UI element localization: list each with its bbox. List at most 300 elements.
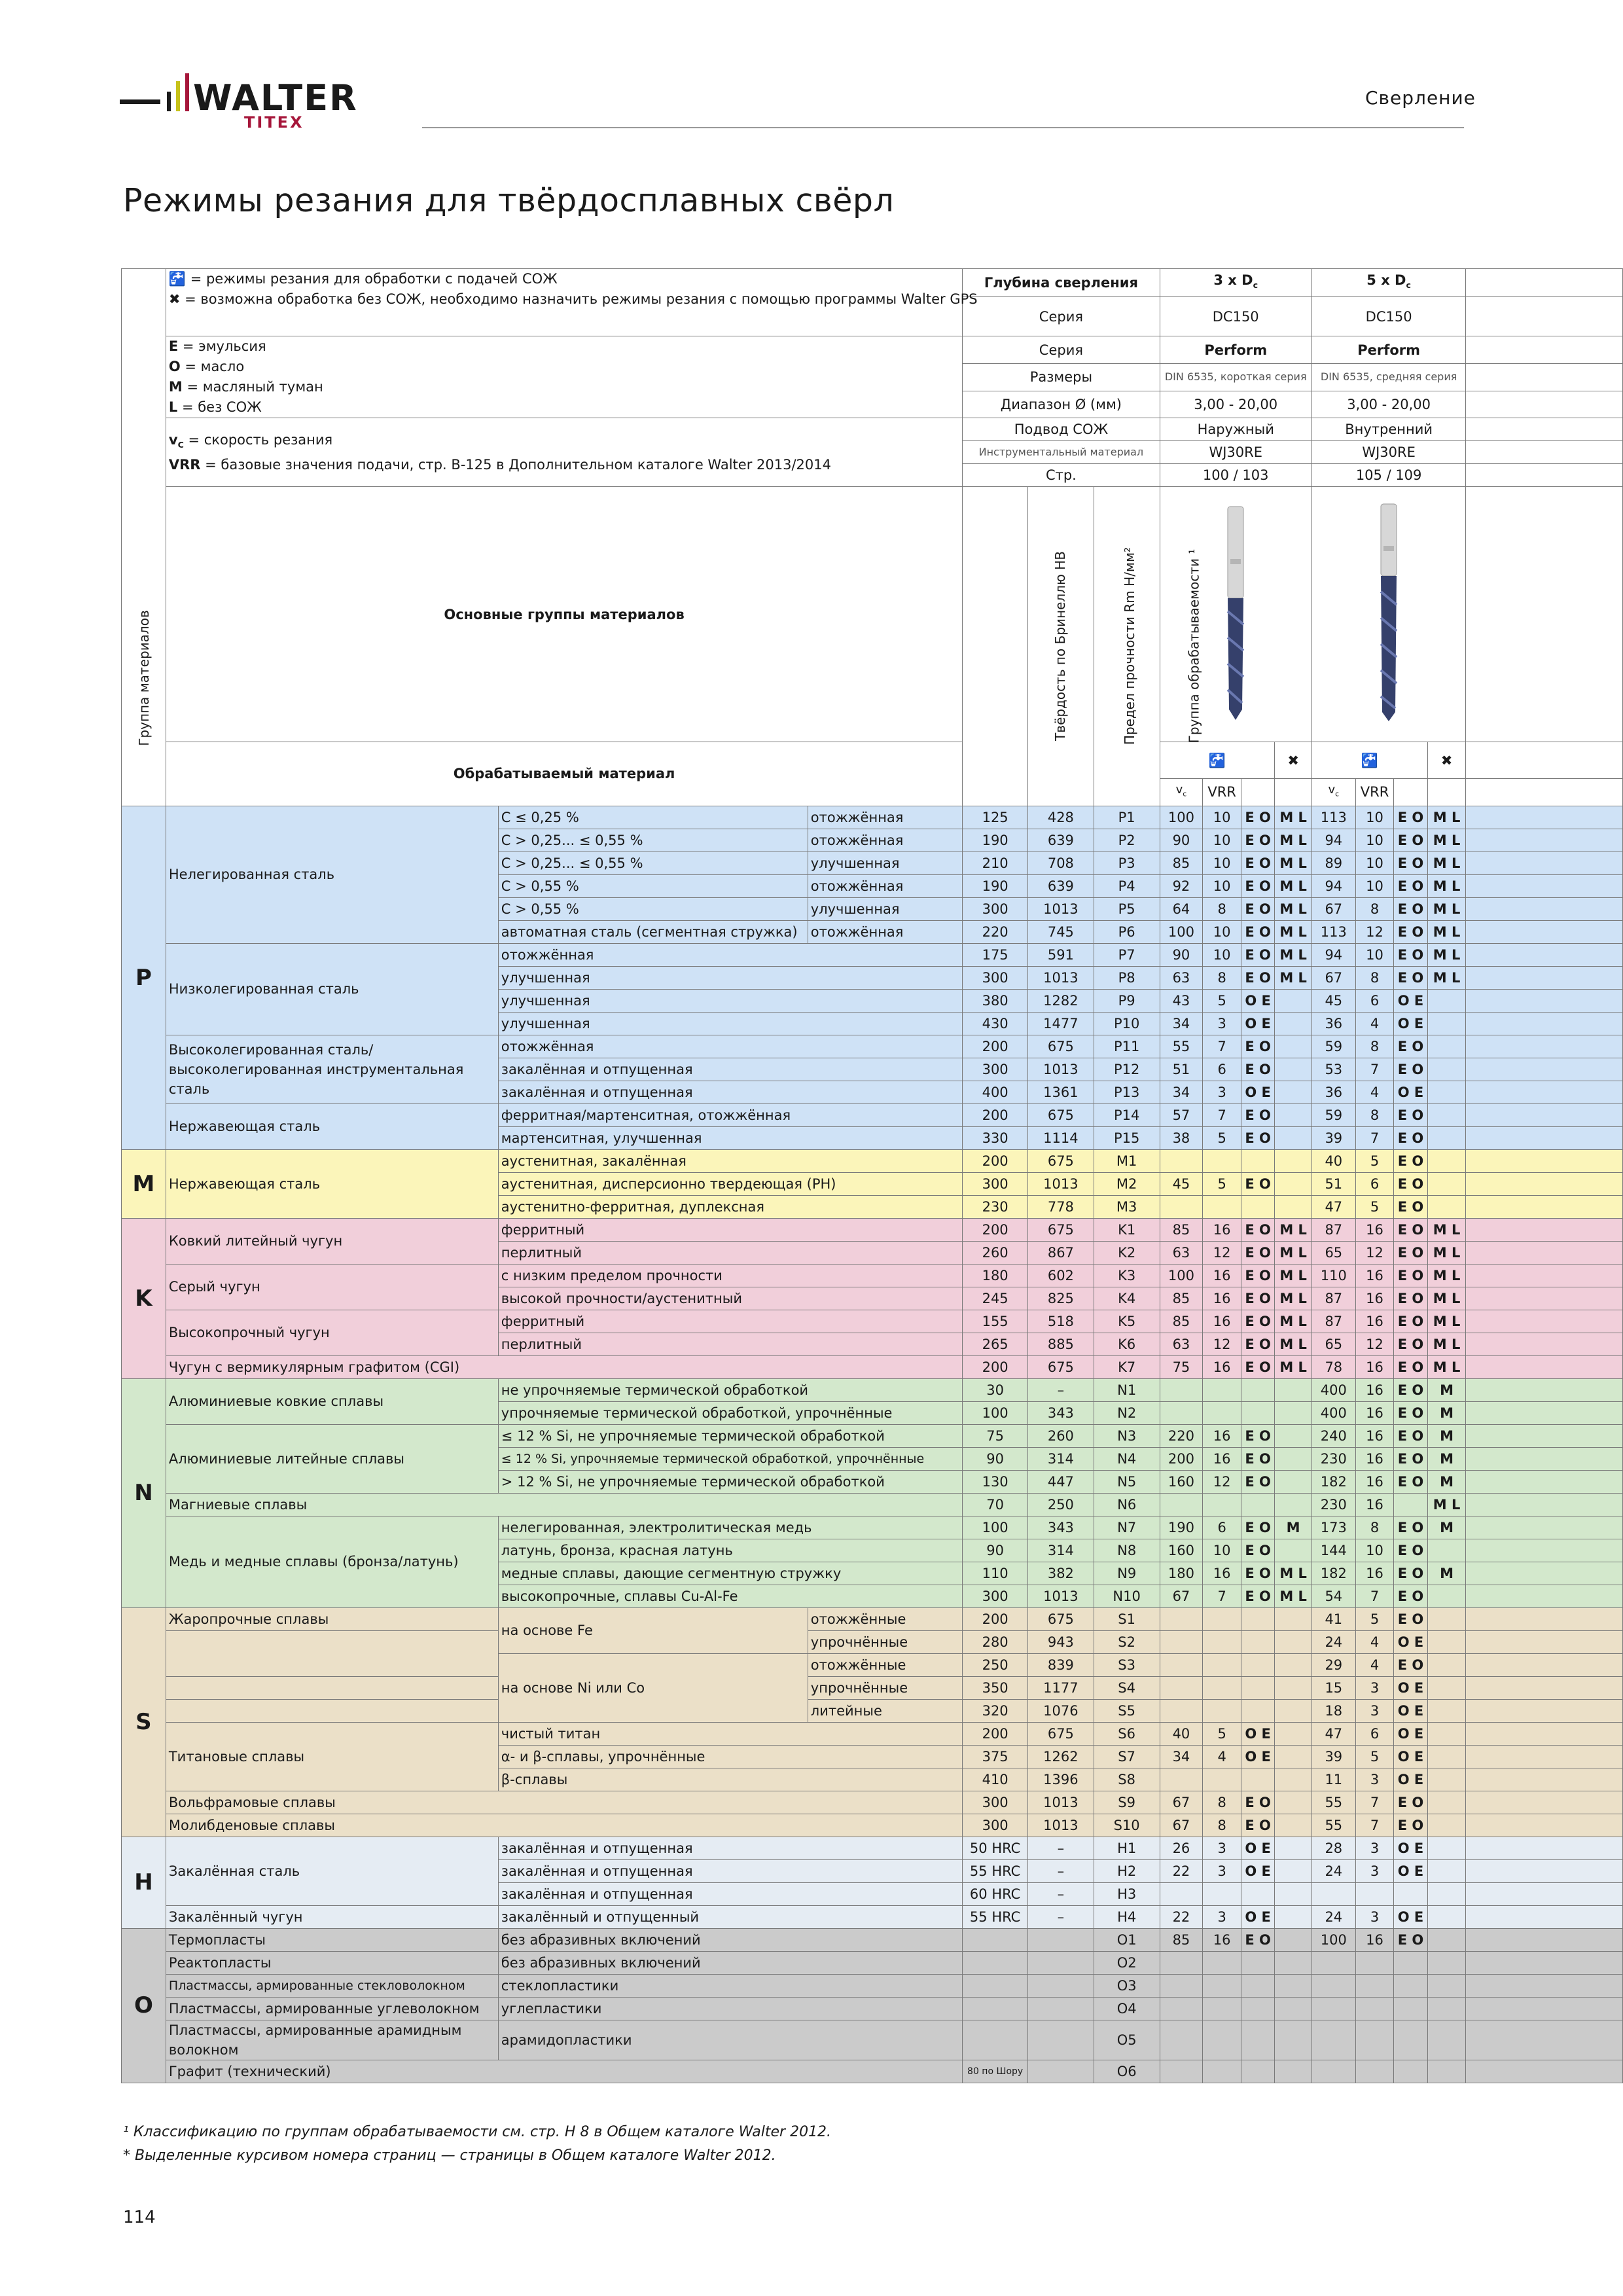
tensile-rm: 1013	[1028, 1172, 1094, 1195]
hardness-hb: 260	[963, 1241, 1028, 1264]
dry-media-3xd: M L	[1275, 943, 1312, 966]
coolant-media-5xd	[1394, 2020, 1427, 2060]
dry-media-5xd: M L	[1427, 852, 1466, 874]
tensile-rm: –	[1028, 1837, 1094, 1859]
dry-media-3xd	[1275, 1814, 1312, 1837]
coolant-media-5xd: O E	[1394, 1745, 1427, 1768]
spare-col	[1466, 1653, 1623, 1676]
machinability-group: K5	[1094, 1310, 1160, 1333]
coolant-media-3xd: E O	[1241, 1814, 1274, 1837]
coolant-media-3xd	[1241, 1699, 1274, 1722]
dry-media-5xd	[1427, 1126, 1466, 1149]
vc-3xd: 22	[1160, 1859, 1203, 1882]
tensile-rm	[1028, 1997, 1094, 2020]
depth-col1: 3 x $D_c$	[1160, 269, 1311, 297]
coolant-media-5xd: E O	[1394, 1539, 1427, 1562]
vrr-3xd: 16	[1203, 1264, 1241, 1287]
dry-media-5xd: M L	[1427, 1287, 1466, 1310]
dry-media-3xd	[1275, 989, 1312, 1012]
hardness-hb	[963, 1951, 1028, 1974]
tensile-rm: 1282	[1028, 989, 1094, 1012]
machinability-group: P12	[1094, 1058, 1160, 1081]
legend-m: = масляный туман	[187, 379, 323, 395]
spare-col	[1466, 1745, 1623, 1768]
coolant-header-5xd	[1311, 742, 1427, 779]
vrr-3xd: 16	[1203, 1355, 1241, 1378]
coolant-media-3xd	[1241, 1653, 1274, 1676]
coolant-media-5xd	[1394, 1974, 1427, 1997]
tensile-rm: 518	[1028, 1310, 1094, 1333]
hardness-hb: 70	[963, 1493, 1028, 1516]
material-subtype: отожжённые	[808, 1653, 962, 1676]
tensile-rm	[1028, 1928, 1094, 1951]
hardness-hb: 55 HRC	[963, 1859, 1028, 1882]
hardness-hb: 130	[963, 1470, 1028, 1493]
vc-3xd	[1160, 1653, 1203, 1676]
spare-col	[1466, 1607, 1623, 1630]
vrr-3xd: 3	[1203, 1837, 1241, 1859]
vrr-header-3xd: VRR	[1203, 779, 1241, 806]
spare-col	[1466, 920, 1623, 943]
coolant-media-3xd	[1241, 1951, 1274, 1974]
vrr-3xd: 8	[1203, 897, 1241, 920]
machinability-group: O5	[1094, 2020, 1160, 2060]
spare-col	[1466, 441, 1623, 464]
coolant-media-5xd: E O	[1394, 1195, 1427, 1218]
dry-media-5xd	[1427, 1676, 1466, 1699]
no-coolant-header-5xd	[1427, 742, 1466, 779]
vrr-5xd: 16	[1355, 1401, 1394, 1424]
coolant-media-5xd: O E	[1394, 1905, 1427, 1928]
material-condition: ≤ 12 % Si, упрочняемые термической обработкой, упрочнённые	[498, 1447, 962, 1470]
material-condition: с низким пределом прочности	[498, 1264, 962, 1287]
dry-media-3xd: M L	[1275, 1585, 1312, 1607]
material-header: Обрабатываемый материал	[166, 742, 962, 806]
vrr-5xd	[1355, 1951, 1394, 1974]
table-row	[122, 2060, 1623, 2083]
coolant-media-5xd	[1394, 1997, 1427, 2020]
dry-media-5xd	[1427, 1745, 1466, 1768]
legend-coolant-optional: = возможна обработка без СОЖ, необходимо назначить режимы резания с помощью программы Walter GPS	[185, 291, 978, 307]
material-group-letter: H	[122, 1837, 166, 1928]
tensile-rm: 1013	[1028, 897, 1094, 920]
material-condition: β-сплавы	[498, 1768, 962, 1791]
spare-col	[1466, 1974, 1623, 1997]
tensile-rm: 675	[1028, 1218, 1094, 1241]
coolant-media-5xd: E O	[1394, 1791, 1427, 1814]
vc-5xd: 94	[1311, 829, 1355, 852]
machinability-group: N5	[1094, 1470, 1160, 1493]
hardness-hb	[963, 1974, 1028, 1997]
coolant-media-5xd: E O	[1394, 1378, 1427, 1401]
coolant-media-5xd: E O	[1394, 1103, 1427, 1126]
dry-media-5xd	[1427, 2020, 1466, 2060]
coolant-media-3xd: O E	[1241, 1837, 1274, 1859]
coolant-media-3xd: E O	[1241, 806, 1274, 829]
machinability-group: N10	[1094, 1585, 1160, 1607]
spec-line-label: Серия	[963, 336, 1160, 364]
coolant-media-5xd: O E	[1394, 1859, 1427, 1882]
vrr-3xd: 5	[1203, 1126, 1241, 1149]
dry-media-3xd	[1275, 1149, 1312, 1172]
dry-media-5xd	[1427, 1768, 1466, 1791]
table-row	[122, 1149, 1623, 1172]
vrr-5xd: 5	[1355, 1745, 1394, 1768]
vrr-5xd: 4	[1355, 1081, 1394, 1103]
coolant-media-3xd	[1241, 1997, 1274, 2020]
machinability-group: P2	[1094, 829, 1160, 852]
vrr-3xd: 7	[1203, 1585, 1241, 1607]
coolant-media-3xd: E O	[1241, 852, 1274, 874]
tensile-rm: 343	[1028, 1401, 1094, 1424]
material-condition: закалённая и отпущенная	[498, 1837, 962, 1859]
tensile-rm: 428	[1028, 806, 1094, 829]
material-condition: перлитный	[498, 1333, 962, 1355]
vrr-5xd: 3	[1355, 1699, 1394, 1722]
vc-5xd: 87	[1311, 1218, 1355, 1241]
material-condition: на основе Ni или Co	[498, 1653, 808, 1722]
machinability-group: O2	[1094, 1951, 1160, 1974]
spare-col	[1466, 1882, 1623, 1905]
coolant-media-3xd: O E	[1241, 1722, 1274, 1745]
vrr-5xd: 4	[1355, 1653, 1394, 1676]
material-name: Титановые сплавы	[166, 1722, 498, 1791]
machinability-group: S3	[1094, 1653, 1160, 1676]
vc-3xd: 160	[1160, 1539, 1203, 1562]
dry-media-5xd	[1427, 1974, 1466, 1997]
vc-3xd: 85	[1160, 1928, 1203, 1951]
material-condition: перлитный	[498, 1241, 962, 1264]
vc-5xd: 24	[1311, 1905, 1355, 1928]
dry-media-5xd: M	[1427, 1424, 1466, 1447]
dry-media-5xd	[1427, 1607, 1466, 1630]
dry-media-3xd	[1275, 1997, 1312, 2020]
vrr-3xd: 3	[1203, 1012, 1241, 1035]
coolant-media-5xd: E O	[1394, 920, 1427, 943]
dry-media-3xd	[1275, 1195, 1312, 1218]
material-group-letter: N	[122, 1378, 166, 1607]
vc-3xd	[1160, 1493, 1203, 1516]
hardness-hb: 190	[963, 829, 1028, 852]
material-condition: α- и β-сплавы, упрочнённые	[498, 1745, 962, 1768]
spare-col	[1466, 2020, 1623, 2060]
vrr-3xd	[1203, 2020, 1241, 2060]
material-group-letter: S	[122, 1607, 166, 1837]
vc-3xd: 67	[1160, 1814, 1203, 1837]
coolant-media-5xd: E O	[1394, 1149, 1427, 1172]
vc-3xd: 85	[1160, 1218, 1203, 1241]
tensile-rm: 675	[1028, 1607, 1094, 1630]
vc-3xd: 75	[1160, 1355, 1203, 1378]
vc-5xd: 113	[1311, 920, 1355, 943]
coolant-media-5xd: E O	[1394, 1928, 1427, 1951]
vrr-3xd	[1203, 1149, 1241, 1172]
dry-media-3xd: M L	[1275, 1264, 1312, 1287]
vc-5xd: 67	[1311, 966, 1355, 989]
dry-media-5xd: M L	[1427, 1264, 1466, 1287]
vc-3xd: 85	[1160, 1310, 1203, 1333]
dry-media-5xd	[1427, 1837, 1466, 1859]
vc-5xd: 59	[1311, 1035, 1355, 1058]
spare-col	[1466, 1424, 1623, 1447]
dry-media-5xd: M	[1427, 1516, 1466, 1539]
table-row	[122, 1905, 1623, 1928]
spec-dim-a: DIN 6535, короткая серия	[1160, 363, 1311, 391]
dry-media-5xd	[1427, 989, 1466, 1012]
coolant-media-5xd: E O	[1394, 1264, 1427, 1287]
vc-3xd: 220	[1160, 1424, 1203, 1447]
spare-col	[1466, 1516, 1623, 1539]
vc-5xd: 110	[1311, 1264, 1355, 1287]
vc-5xd: 240	[1311, 1424, 1355, 1447]
dry-media-5xd: M L	[1427, 943, 1466, 966]
tensile-rm: 1013	[1028, 966, 1094, 989]
spec-range-b: 3,00 - 20,00	[1311, 391, 1465, 418]
legend-coolant-required: = режимы резания для обработки с подачей СОЖ	[190, 271, 558, 287]
depth-col2: 5 x $D_c$	[1311, 269, 1465, 297]
tensile-rm: 1076	[1028, 1699, 1094, 1722]
coolant-media-3xd: E O	[1241, 1241, 1274, 1264]
vc-5xd: 36	[1311, 1012, 1355, 1035]
vc-5xd: 28	[1311, 1837, 1355, 1859]
machinability-group: K3	[1094, 1264, 1160, 1287]
coolant-media-3xd	[1241, 1149, 1274, 1172]
vrr-3xd: 16	[1203, 1562, 1241, 1585]
tensile-rm: 591	[1028, 943, 1094, 966]
tensile-rm: 867	[1028, 1241, 1094, 1264]
footnote-2: * Выделенные курсивом номера страниц — страницы в Общем каталоге Walter 2012.	[123, 2147, 776, 2164]
dry-media-3xd	[1275, 1607, 1312, 1630]
vrr-3xd: 16	[1203, 1287, 1241, 1310]
coolant-media-3xd	[1241, 1882, 1274, 1905]
vc-5xd: 182	[1311, 1470, 1355, 1493]
dry-media-5xd: M L	[1427, 966, 1466, 989]
material-condition: > 12 % Si, не упрочняемые термической обработкой	[498, 1470, 962, 1493]
coolant-media-3xd	[1241, 1195, 1274, 1218]
vrr-3xd	[1203, 1493, 1241, 1516]
vrr-5xd: 6	[1355, 1722, 1394, 1745]
coolant-media-3xd: E O	[1241, 1447, 1274, 1470]
coolant-media-3xd: O E	[1241, 989, 1274, 1012]
material-name: Ковкий литейный чугун	[166, 1218, 498, 1264]
material-condition: закалённая и отпущенная	[498, 1081, 962, 1103]
dry-media-3xd	[1275, 2020, 1312, 2060]
spare-col	[1466, 874, 1623, 897]
spare-col	[1466, 1493, 1623, 1516]
mc-label: Группа обрабатываемости ¹	[1186, 549, 1202, 744]
spare-col	[1466, 1997, 1623, 2020]
coolant-media-5xd: E O	[1394, 806, 1427, 829]
material-name: Графит (технический)	[166, 2060, 962, 2083]
tensile-rm: 1361	[1028, 1081, 1094, 1103]
coolant-media-5xd	[1394, 1882, 1427, 1905]
dry-media-3xd	[1275, 1882, 1312, 1905]
vrr-5xd: 16	[1355, 1218, 1394, 1241]
coolant-header-3xd	[1160, 742, 1275, 779]
material-condition: аустенитно-ферритная, дуплексная	[498, 1195, 962, 1218]
vc-5xd: 24	[1311, 1859, 1355, 1882]
vrr-3xd	[1203, 1951, 1241, 1974]
material-condition: аустенитная, дисперсионно твердеющая (PH)	[498, 1172, 962, 1195]
vrr-5xd: 3	[1355, 1905, 1394, 1928]
spare-col	[1466, 1837, 1623, 1859]
material-subtype: отожжённая	[808, 874, 962, 897]
spare-col	[1466, 391, 1623, 418]
vc-5xd	[1311, 1997, 1355, 2020]
tensile-rm: 1262	[1028, 1745, 1094, 1768]
vc-header-5xd: $v_c$	[1311, 779, 1355, 806]
dry-media-5xd	[1427, 1791, 1466, 1814]
coolant-media-3xd: O E	[1241, 1745, 1274, 1768]
spare-col	[1466, 1951, 1623, 1974]
material-condition: C > 0,55 %	[498, 897, 808, 920]
spare-col	[1466, 1378, 1623, 1401]
dry-media-5xd: M	[1427, 1378, 1466, 1401]
spec-coolant-b: Внутренний	[1311, 418, 1465, 441]
hardness-hb: 375	[963, 1745, 1028, 1768]
material-name: Пластмассы, армированные арамидным волокном	[166, 2020, 498, 2060]
machinability-group: S9	[1094, 1791, 1160, 1814]
material-name: Нержавеющая сталь	[166, 1149, 498, 1218]
dry-media-3xd	[1275, 1401, 1312, 1424]
hardness-hb: 90	[963, 1447, 1028, 1470]
dry-media-3xd: M L	[1275, 829, 1312, 852]
machinability-group: N1	[1094, 1378, 1160, 1401]
hardness-hb: 155	[963, 1310, 1028, 1333]
coolant-media-3xd: E O	[1241, 1310, 1274, 1333]
dry-media-3xd	[1275, 1493, 1312, 1516]
vrr-5xd: 5	[1355, 1195, 1394, 1218]
tensile-rm: 708	[1028, 852, 1094, 874]
spare-col	[1466, 363, 1623, 391]
dry-media-5xd	[1427, 1081, 1466, 1103]
vc-5xd: 100	[1311, 1928, 1355, 1951]
vc-3xd	[1160, 1699, 1203, 1722]
dry-media-5xd	[1427, 1859, 1466, 1882]
coolant-media-5xd: E O	[1394, 1058, 1427, 1081]
vrr-3xd: 8	[1203, 1814, 1241, 1837]
dry-media-5xd	[1427, 1699, 1466, 1722]
vc-3xd	[1160, 2020, 1203, 2060]
spec-page-a: 100 / 103	[1160, 464, 1311, 487]
vrr-3xd: 16	[1203, 1928, 1241, 1951]
spare-col	[1466, 1126, 1623, 1149]
coolant-media-3xd: E O	[1241, 1287, 1274, 1310]
hardness-hb: 245	[963, 1287, 1028, 1310]
dry-media-3xd	[1275, 1470, 1312, 1493]
dry-media-5xd	[1427, 1103, 1466, 1126]
material-condition: высокой прочности/аустенитный	[498, 1287, 962, 1310]
material-condition: ферритный	[498, 1218, 962, 1241]
dry-media-3xd	[1275, 1722, 1312, 1745]
vrr-5xd: 16	[1355, 1355, 1394, 1378]
table-row	[122, 943, 1623, 966]
material-name: Низколегированная сталь	[166, 943, 498, 1035]
brand-walter: WALTER	[193, 77, 358, 118]
vc-3xd: 22	[1160, 1905, 1203, 1928]
hardness-hb	[963, 2020, 1028, 2060]
machinability-group: P13	[1094, 1081, 1160, 1103]
spare-col	[1466, 1814, 1623, 1837]
vrr-5xd: 16	[1355, 1310, 1394, 1333]
vrr-5xd: 16	[1355, 1264, 1394, 1287]
material-subtype: отожжённая	[808, 806, 962, 829]
cutting-data-table-wrap	[121, 268, 1623, 2106]
vrr-5xd: 10	[1355, 943, 1394, 966]
dry-media-3xd: M L	[1275, 897, 1312, 920]
hardness-hb: 300	[963, 966, 1028, 989]
vc-5xd: 53	[1311, 1058, 1355, 1081]
spare-col	[1466, 779, 1623, 806]
coolant-media-5xd	[1394, 1493, 1427, 1516]
table-row	[122, 1103, 1623, 1126]
vc-5xd: 182	[1311, 1562, 1355, 1585]
machinability-group: S1	[1094, 1607, 1160, 1630]
spare-col	[1466, 336, 1623, 364]
vc-3xd	[1160, 1882, 1203, 1905]
vc-5xd: 41	[1311, 1607, 1355, 1630]
spec-page-b: 105 / 109	[1311, 464, 1465, 487]
coolant-media-5xd	[1394, 1951, 1427, 1974]
vc-5xd: 55	[1311, 1791, 1355, 1814]
dry-media-5xd: M L	[1427, 920, 1466, 943]
vrr-3xd: 4	[1203, 1745, 1241, 1768]
machinability-group: M1	[1094, 1149, 1160, 1172]
hardness-hb: 230	[963, 1195, 1028, 1218]
dry-media-5xd: M L	[1427, 1355, 1466, 1378]
spec-series-a: DC150	[1160, 297, 1311, 336]
coolant-media-5xd: O E	[1394, 1837, 1427, 1859]
tensile-rm: 1477	[1028, 1012, 1094, 1035]
spec-grade-b: WJ30RE	[1311, 441, 1465, 464]
coolant-media-5xd: O E	[1394, 1699, 1427, 1722]
tensile-rm: 382	[1028, 1562, 1094, 1585]
coolant-media-5xd: E O	[1394, 1516, 1427, 1539]
dry-media-3xd: M L	[1275, 1355, 1312, 1378]
tensile-rm: 675	[1028, 1355, 1094, 1378]
coolant-media-3xd: O E	[1241, 1905, 1274, 1928]
machinability-group: N8	[1094, 1539, 1160, 1562]
material-condition: аустенитная, закалённая	[498, 1149, 962, 1172]
vc-3xd: 100	[1160, 1264, 1203, 1287]
tensile-rm: 675	[1028, 1035, 1094, 1058]
tensile-rm: 343	[1028, 1516, 1094, 1539]
hb-label: Твёрдость по Бринеллю HB	[1052, 551, 1069, 742]
vc-3xd: 38	[1160, 1126, 1203, 1149]
vc-5xd: 24	[1311, 1630, 1355, 1653]
machinability-group: N6	[1094, 1493, 1160, 1516]
tensile-rm: 639	[1028, 874, 1094, 897]
vrr-3xd: 12	[1203, 1241, 1241, 1264]
vc-5xd: 173	[1311, 1516, 1355, 1539]
vc-3xd: 67	[1160, 1791, 1203, 1814]
spare-col	[1466, 1333, 1623, 1355]
vrr-3xd	[1203, 1401, 1241, 1424]
vrr-3xd: 10	[1203, 1539, 1241, 1562]
material-name: Высокопрочный чугун	[166, 1310, 498, 1355]
hardness-hb: 200	[963, 1103, 1028, 1126]
machinability-group: O1	[1094, 1928, 1160, 1951]
spare-col	[1466, 966, 1623, 989]
hardness-hb: 125	[963, 806, 1028, 829]
material-condition: латунь, бронза, красная латунь	[498, 1539, 962, 1562]
table-row	[122, 1218, 1623, 1241]
vc-5xd	[1311, 2060, 1355, 2083]
hardness-hb: 200	[963, 1355, 1028, 1378]
spare-col	[1466, 464, 1623, 487]
vrr-3xd: 3	[1203, 1905, 1241, 1928]
hardness-hb: 200	[963, 1218, 1028, 1241]
